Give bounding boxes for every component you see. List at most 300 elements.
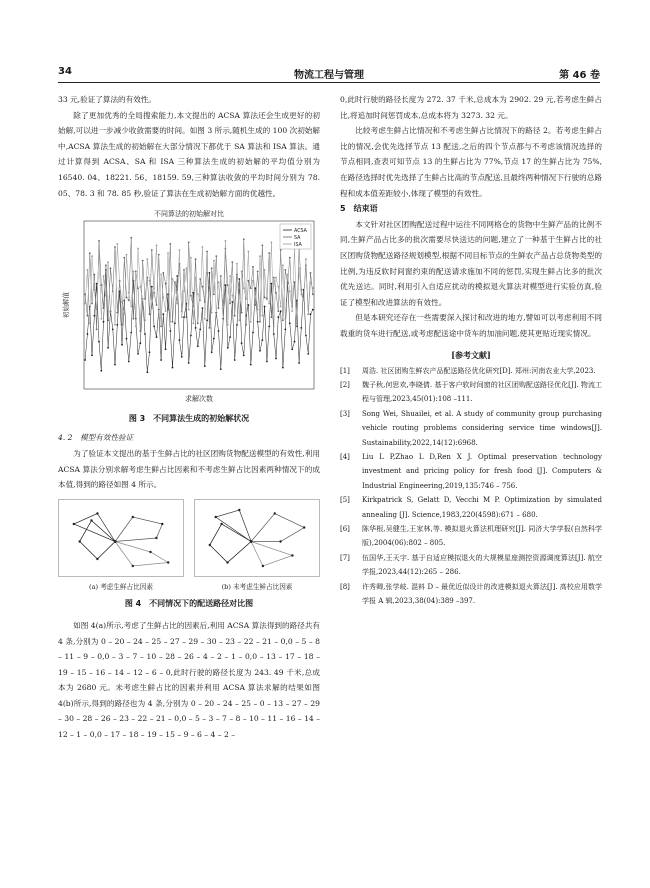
data-point [252, 266, 254, 268]
data-point [264, 269, 266, 271]
data-point [165, 310, 167, 312]
data-point [215, 255, 217, 257]
data-point [94, 289, 96, 291]
data-point [238, 278, 240, 280]
data-point [268, 326, 270, 328]
figure-4b-caption: (b) 未考虑生鲜占比因素 [221, 583, 293, 592]
data-point [103, 307, 105, 309]
reference-text: Song Wei, Shuailei, et al. A study of community group purchasing vehicle routing problems considering service time windows[J]. Sustainability,2022,14(12):6968. [362, 409, 602, 447]
route-node [220, 523, 222, 525]
data-point [186, 268, 188, 270]
data-point [87, 333, 89, 335]
journal-title: 物流工程与管理 [294, 70, 364, 81]
data-point [289, 323, 291, 325]
data-point [282, 320, 284, 322]
route-node [215, 516, 217, 518]
data-point [218, 307, 220, 309]
data-point [162, 313, 164, 315]
data-point [110, 312, 112, 314]
legend-label: SA [294, 236, 301, 242]
data-point [119, 281, 121, 283]
data-point [209, 272, 211, 274]
data-point [257, 321, 259, 323]
data-point [296, 323, 298, 325]
data-point [146, 371, 148, 373]
data-point [98, 341, 100, 343]
data-point [245, 324, 247, 326]
data-point [110, 268, 112, 270]
data-point [169, 330, 171, 332]
data-point [135, 271, 137, 273]
data-point [84, 359, 86, 361]
page-number: 34 [58, 66, 72, 77]
data-point [156, 336, 158, 338]
data-point [213, 260, 215, 262]
data-point [248, 280, 250, 282]
data-point [162, 297, 164, 299]
reference-number: [2] [340, 380, 350, 389]
data-point [220, 284, 222, 286]
data-point [126, 297, 128, 299]
data-point [128, 361, 130, 363]
paragraph: 如图 4(a)所示,考虑了生鲜占比的因素后,利用 ACSA 算法得到的路径共有 4 条,分别为 0 – 20 – 24 – 25 – 27 – 29 – 30 – 23 – 22 – 21 – 0,0 – 5 – 8 – 11 – 9 – 0,0 – 3 – 7 – 10 – 28 – 26 – 4 – 2 – 1 – 0,0 – 13 – 17 – 18 – 19 – 15 – 16 – 14 – 12 – 6 – 0,此时行驶的路径长度为 243. 49 千米,总成本为 2680 元。未考虑生鲜占比的因素并利用 ACSA 算法求解的结果如图 4(b)所示,得到的路径也为 4 条,分别为 0 – 20 – 24 – 25 – 0 – 13 – 27 – 29 – 30 – 28 – 26 – 23 – 22 – 21 – 0,0 – 5 – 3 – 7 – 8 – 10 – 11 – 16 – 14 – 12 – 1 – 0,0 – 17 – 18 – 19 – 15 – 9 – 6 – 4 – 2 – [58, 620, 320, 740]
legend-label: ISA [294, 243, 302, 249]
data-point [284, 329, 286, 331]
data-point [215, 313, 217, 315]
data-point [87, 269, 89, 271]
data-point [213, 338, 215, 340]
data-point [204, 365, 206, 367]
reference-text: 许秀卿,张学岐. 混料 D – 最优近似设计的改进模拟退火算法[J]. 高校应用数学学报 A 辑,2023,38(04):389 –397. [362, 582, 602, 605]
data-point [137, 248, 139, 250]
route-node [262, 565, 264, 567]
paragraph: 除了更加优秀的全局搜索能力,本文提出的 ACSA 算法还会生成更好的初始解,可以进一步减少收敛需要的时间。如图 3 所示,随机生成的 100 次初始解中,ACSA 算法生成的初始解在大部分情况下都优于 SA 算法和 ISA 算法。通过计算得到 ACSA、SA 和 ISA 三种算法生成的初始解的平均值分别为 16540. 04、18221. 56、18159. 59,三种算法收敛的平均时间分别为 78. 05、78. 3 和 78. 85 秒,验证了算法在生成初始解方面的优越性。 [58, 110, 320, 198]
data-point [261, 315, 263, 317]
reference-number: [6] [340, 524, 350, 533]
paragraph: 但是本研究还存在一些需要深入探讨和改进的地方,譬如可以考虑利用不同载重的货车进行配送,或考虑配送途中货车的加油问题,使其更贴近现实情况。 [340, 313, 602, 338]
data-point [142, 298, 144, 300]
route-node [238, 509, 240, 511]
reference-item [340, 580, 602, 609]
data-point [116, 243, 118, 245]
reference-text: Liu L P,Zhao L D,Ren X J. Optimal preservation technology investment and pricing policy for fresh food [J]. Computers & Industrial Engineering,2019,135:746 – 756. [362, 452, 602, 490]
reference-number: [8] [340, 582, 350, 591]
chart-title: 不同算法的初始解对比 [154, 210, 224, 219]
data-point [107, 347, 109, 349]
left-column [58, 92, 320, 743]
data-point [126, 254, 128, 256]
route-node [250, 540, 252, 542]
y-axis-label: 初始解值 [62, 292, 70, 319]
data-point [105, 295, 107, 297]
data-point [121, 324, 123, 326]
data-point [241, 312, 243, 314]
route-node [161, 523, 163, 525]
reference-number: [3] [340, 409, 350, 418]
data-point [160, 326, 162, 328]
data-point [236, 324, 238, 326]
data-point [289, 257, 291, 259]
paragraph: 33 元,验证了算法的有效性。 [58, 95, 157, 104]
data-point [176, 303, 178, 305]
data-point [261, 245, 263, 247]
data-point [96, 329, 98, 331]
data-point [250, 287, 252, 289]
reference-item [340, 450, 602, 493]
data-point [91, 355, 93, 357]
data-point [116, 324, 118, 326]
route-node [132, 516, 134, 518]
data-point [211, 312, 213, 314]
volume-label: 第 46 卷 [559, 70, 600, 81]
data-point [231, 261, 233, 263]
route-frame [195, 499, 320, 576]
data-point [116, 312, 118, 314]
data-point [197, 323, 199, 325]
data-point [137, 287, 139, 289]
data-point [195, 258, 197, 260]
data-point [197, 345, 199, 347]
data-point [248, 251, 250, 253]
data-point [264, 306, 266, 308]
reference-text: 陈华根,吴健生,王家林,等. 模拟退火算法机理研究[J]. 同济大学学报(自然科学版),2004(06):802 – 805. [362, 524, 602, 548]
data-point [300, 327, 302, 329]
data-point [241, 271, 243, 273]
figure-4a-caption: (a) 考虑生鲜占比因素 [89, 583, 153, 592]
data-point [195, 327, 197, 329]
route-node [132, 565, 134, 567]
route-node [291, 554, 293, 556]
chart-legend [280, 224, 311, 249]
data-point [87, 315, 89, 317]
data-point [158, 254, 160, 256]
data-point [183, 316, 185, 318]
data-point [257, 309, 259, 311]
reference-item [340, 378, 602, 407]
data-point [172, 278, 174, 280]
data-point [197, 294, 199, 296]
data-point [243, 287, 245, 289]
data-point [310, 272, 312, 274]
data-point [266, 297, 268, 299]
data-point [133, 318, 135, 320]
data-point [160, 359, 162, 361]
data-point [156, 304, 158, 306]
data-point [289, 291, 291, 293]
data-point [188, 242, 190, 244]
data-point [211, 352, 213, 354]
data-point [254, 292, 256, 294]
route-node [209, 544, 211, 546]
right-column [340, 92, 602, 608]
data-point [190, 295, 192, 297]
data-point [128, 292, 130, 294]
data-point [199, 329, 201, 331]
data-point [162, 272, 164, 274]
data-point [165, 349, 167, 351]
route-diagram-a [58, 499, 184, 577]
data-point [310, 313, 312, 315]
route-frame [59, 499, 184, 576]
data-point [273, 333, 275, 335]
data-point [190, 257, 192, 259]
reference-text: 魏子秋,何思欢,李晓倩. 基于客户软时间窗的社区团购配送路径优化[J]. 物流工程与管理,2023,45(01):108 –111. [362, 380, 602, 404]
reference-number: [1] [340, 366, 350, 375]
data-point [121, 301, 123, 303]
data-point [179, 339, 181, 341]
data-point [275, 277, 277, 279]
data-point [192, 323, 194, 325]
data-point [277, 316, 279, 318]
data-point [89, 252, 91, 254]
data-point [139, 330, 141, 332]
data-point [298, 268, 300, 270]
data-point [243, 355, 245, 357]
route-node [303, 526, 305, 528]
data-point [234, 307, 236, 309]
data-point [294, 341, 296, 343]
data-point [114, 364, 116, 366]
route-node [149, 551, 151, 553]
data-point [130, 306, 132, 308]
data-point [250, 364, 252, 366]
data-point [144, 333, 146, 335]
data-point [312, 287, 314, 289]
data-point [213, 294, 215, 296]
data-point [183, 291, 185, 293]
figure-4a [58, 499, 184, 593]
data-point [151, 249, 153, 251]
data-point [234, 315, 236, 317]
data-point [250, 321, 252, 323]
data-point [231, 301, 233, 303]
data-point [186, 316, 188, 318]
data-point [282, 265, 284, 267]
route-node [90, 519, 92, 521]
data-point [176, 275, 178, 277]
running-header [58, 64, 600, 82]
data-point [229, 275, 231, 277]
data-point [291, 349, 293, 351]
data-point [103, 321, 105, 323]
data-point [146, 258, 148, 260]
reference-text: 周浩. 社区团购生鲜农产品配送路径优化研究[D]. 郑州:河南农业大学,2023. [362, 366, 596, 375]
route-node [96, 558, 98, 560]
reference-item [340, 364, 602, 378]
data-point [190, 335, 192, 337]
data-point [305, 335, 307, 337]
data-point [169, 243, 171, 245]
data-point [206, 272, 208, 274]
data-point [98, 240, 100, 242]
data-point [307, 313, 309, 315]
data-point [142, 260, 144, 262]
data-point [89, 323, 91, 325]
data-point [172, 321, 174, 323]
data-point [158, 315, 160, 317]
data-point [202, 286, 204, 288]
paragraph: 本文针对社区团购配送过程中运往不同网格仓的货物中生鲜产品的比例不同,生鲜产品占比多的批次需要尽快送达的问题,建立了一种基于生鲜占比的社区团购货物配送路径规划模型,根据不同目标节点的生鲜农产品占总货物类型的比例,为违反软时间窗约束的配送请求施加不同的惩罚,实现生鲜占比多的批次优先送达。同时,利用引入自适应扰动的模拟退火算法对模型进行实验仿真,验证了模型和改进算法的有效性。 [340, 219, 602, 307]
data-point [277, 310, 279, 312]
data-point [126, 338, 128, 340]
data-point [128, 300, 130, 302]
data-point [174, 323, 176, 325]
data-point [151, 307, 153, 309]
data-point [169, 321, 171, 323]
data-point [103, 275, 105, 277]
data-point [153, 326, 155, 328]
data-point [284, 318, 286, 320]
data-point [114, 324, 116, 326]
data-point [303, 300, 305, 302]
data-point [229, 303, 231, 305]
data-point [188, 362, 190, 364]
data-point [294, 281, 296, 283]
data-point [245, 298, 247, 300]
data-point [98, 251, 100, 253]
data-point [259, 321, 261, 323]
data-point [91, 255, 93, 257]
data-point [107, 320, 109, 322]
data-point [225, 240, 227, 242]
reference-item [340, 493, 602, 522]
data-point [280, 306, 282, 308]
data-point [123, 257, 125, 259]
data-point [130, 332, 132, 334]
figure-4-caption: 图 4 不同情况下的配送路径对比图 [124, 599, 254, 609]
data-point [91, 303, 93, 305]
data-point [96, 283, 98, 285]
data-point [268, 303, 270, 305]
data-point [112, 329, 114, 331]
data-point [243, 239, 245, 241]
data-point [238, 320, 240, 322]
data-point [248, 304, 250, 306]
figure-3 [58, 205, 320, 426]
reference-list [340, 364, 602, 609]
data-point [165, 283, 167, 285]
data-point [271, 316, 273, 318]
data-point [225, 284, 227, 286]
data-point [220, 275, 222, 277]
data-point [252, 332, 254, 334]
reference-number: [4] [340, 452, 350, 461]
reference-number: [5] [340, 496, 350, 505]
data-point [174, 283, 176, 285]
data-point [153, 287, 155, 289]
data-point [305, 258, 307, 260]
data-point [310, 281, 312, 283]
reference-number: [7] [340, 553, 350, 562]
data-point [151, 286, 153, 288]
data-point [282, 367, 284, 369]
route-node [274, 512, 276, 514]
data-point [84, 303, 86, 305]
reference-item [340, 522, 602, 551]
route-node [279, 540, 281, 542]
data-point [241, 342, 243, 344]
data-point [94, 274, 96, 276]
data-point [271, 283, 273, 285]
data-point [209, 327, 211, 329]
data-point [266, 361, 268, 363]
data-point [204, 318, 206, 320]
route-node [114, 540, 116, 542]
data-point [287, 274, 289, 276]
data-point [257, 271, 259, 273]
data-point [234, 359, 236, 361]
data-point [300, 294, 302, 296]
data-point [218, 281, 220, 283]
data-point [296, 326, 298, 328]
data-point [209, 289, 211, 291]
data-point [227, 347, 229, 349]
data-point [202, 307, 204, 309]
data-point [96, 309, 98, 311]
data-point [114, 246, 116, 248]
data-point [259, 255, 261, 257]
data-point [206, 251, 208, 253]
data-point [312, 294, 314, 296]
data-point [252, 280, 254, 282]
data-point [172, 367, 174, 369]
data-point [94, 315, 96, 317]
paragraph: 比较考虑生鲜占比情况和不考虑生鲜占比情况下的路径 2。若考虑生鲜占比的情况,会优先选择节点 13 配送,之后的四个节点都与不考虑该情况选择的节点相同,查表可知节点 13 的生鲜占比为 77%,节点 17 的生鲜占比为 75%,在路径选择时优先选择了生鲜占比高的节点配送,且最终两种情况下行驶的总路程和成本值差距较小,体现了模型的有效性。 [340, 126, 602, 198]
route-node [96, 512, 98, 514]
data-point [220, 368, 222, 370]
data-point [107, 261, 109, 263]
reference-text: 伍国华,王天宇. 基于自适应模拟退火的大规模星座测控资源调度算法[J]. 航空学报,2023,44(12):265 – 286. [362, 553, 602, 577]
route-node [73, 523, 75, 525]
data-point [298, 362, 300, 364]
data-point [307, 353, 309, 355]
data-point [284, 269, 286, 271]
paragraph: 为了验证本文提出的基于生鲜占比的社区团购货物配送模型的有效性,利用 ACSA 算法分别求解考虑生鲜占比因素和不考虑生鲜占比因素两种情况下的成本值,得到的路径如图 4 所示。 [58, 448, 320, 490]
data-point [100, 284, 102, 286]
data-point [149, 352, 151, 354]
data-point [139, 286, 141, 288]
data-point [259, 350, 261, 352]
data-point [238, 291, 240, 293]
figure-3-caption: 图 3 不同算法生成的初始解状况 [128, 413, 250, 423]
data-point [149, 313, 151, 315]
data-point [181, 316, 183, 318]
data-point [105, 265, 107, 267]
data-point [211, 268, 213, 270]
route-node [79, 540, 81, 542]
data-point [183, 269, 185, 271]
data-point [218, 330, 220, 332]
data-point [206, 320, 208, 322]
data-point [167, 252, 169, 254]
references-heading: [参考文献] [451, 349, 491, 360]
route-node [155, 537, 157, 539]
data-point [181, 356, 183, 358]
legend-label: ACSA [294, 229, 307, 235]
data-point [112, 284, 114, 286]
data-point [100, 370, 102, 372]
reference-text: Kirkpatrick S, Gelatt D, Vecchi M P. Optimization by simulated annealing [J]. Science,1983,220(4598):671 – 680. [362, 496, 602, 519]
route-diagram-b [194, 499, 320, 577]
data-point [222, 304, 224, 306]
data-point [229, 336, 231, 338]
data-point [199, 300, 201, 302]
data-point [135, 326, 137, 328]
data-point [179, 249, 181, 251]
data-point [268, 252, 270, 254]
data-point [227, 284, 229, 286]
data-point [121, 344, 123, 346]
